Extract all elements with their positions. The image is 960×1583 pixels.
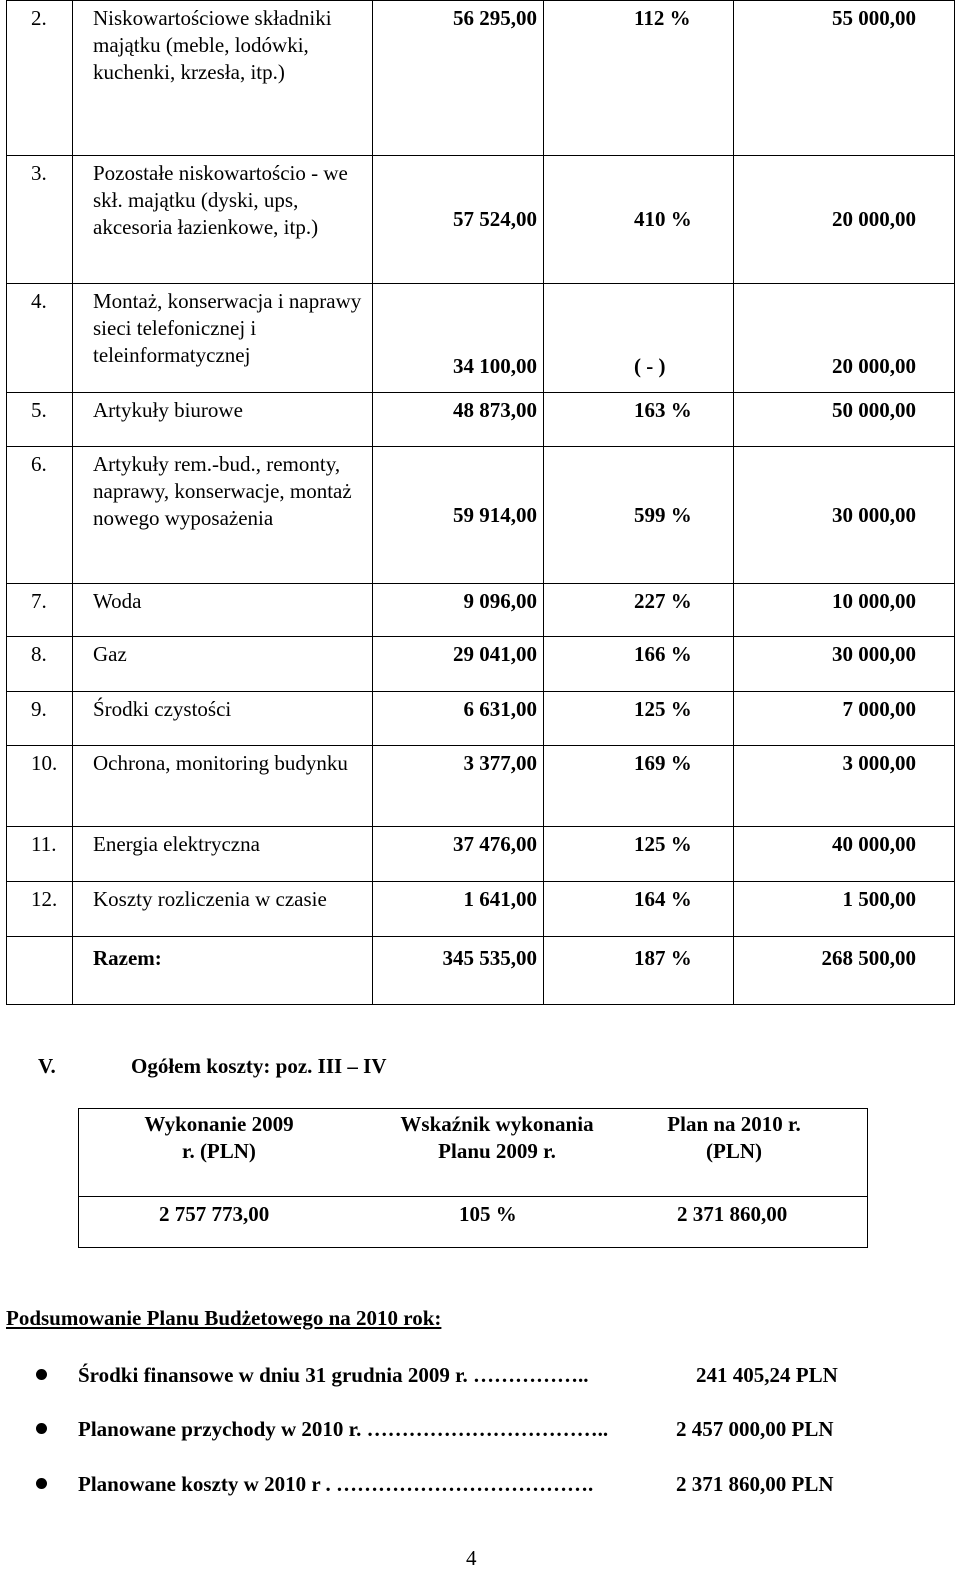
table-row bbox=[7, 447, 955, 584]
plan-2010: 55 000,00 bbox=[734, 1, 955, 156]
execution-index: 166 % bbox=[544, 637, 734, 692]
summary-item-amount: 241 405,24 PLN bbox=[696, 1363, 838, 1387]
plan-2010: 40 000,00 bbox=[734, 827, 955, 882]
header-execution-index: Wskaźnik wykonania Planu 2009 r. bbox=[400, 1112, 594, 1163]
table-row bbox=[7, 156, 955, 284]
total-row bbox=[7, 937, 955, 1005]
summary-heading: Podsumowanie Planu Budżetowego na 2010 rok: bbox=[6, 1306, 442, 1330]
summary-item-amount: 2 457 000,00 PLN bbox=[676, 1417, 834, 1441]
execution-index: 125 % bbox=[544, 827, 734, 882]
page-number: 4 bbox=[466, 1546, 477, 1570]
plan-2010: 10 000,00 bbox=[734, 584, 955, 637]
plan-2010: 1 500,00 bbox=[734, 882, 955, 937]
execution-2009: 37 476,00 bbox=[373, 827, 544, 882]
row-number: 4. bbox=[7, 284, 73, 393]
row-divider bbox=[79, 1196, 867, 1197]
execution-2009: 57 524,00 bbox=[373, 156, 544, 284]
total-execution-index: 187 % bbox=[544, 937, 734, 1005]
table-row bbox=[7, 692, 955, 746]
table-row bbox=[7, 584, 955, 637]
summary-item-label: Środki finansowe w dniu 31 grudnia 2009 r. …………….. bbox=[78, 1363, 589, 1387]
plan-2010: 20 000,00 bbox=[734, 284, 955, 393]
row-description: Pozostałe niskowartościo - we skł. majątku (dyski, ups, akcesoria łazienkowe, itp.) bbox=[73, 156, 373, 284]
execution-2009: 34 100,00 bbox=[373, 284, 544, 393]
execution-2009: 59 914,00 bbox=[373, 447, 544, 584]
total-label: Razem: bbox=[73, 937, 373, 1005]
plan-2010: 30 000,00 bbox=[734, 447, 955, 584]
row-description: Artykuły biurowe bbox=[73, 393, 373, 447]
table-row bbox=[7, 746, 955, 827]
table-row bbox=[7, 882, 955, 937]
row-description: Niskowartościowe składniki majątku (meble, lodówki, kuchenki, krzesła, itp.) bbox=[73, 1, 373, 156]
row-number: 11. bbox=[7, 827, 73, 882]
total-execution-2009: 345 535,00 bbox=[373, 937, 544, 1005]
execution-2009: 3 377,00 bbox=[373, 746, 544, 827]
execution-index: 599 % bbox=[544, 447, 734, 584]
table-row bbox=[7, 637, 955, 692]
execution-2009: 6 631,00 bbox=[373, 692, 544, 746]
execution-index: 112 % bbox=[544, 1, 734, 156]
execution-index: 410 % bbox=[544, 156, 734, 284]
row-description: Woda bbox=[73, 584, 373, 637]
execution-index: ( - ) bbox=[544, 284, 734, 393]
row-description: Artykuły rem.-bud., remonty, naprawy, konserwacje, montaż nowego wyposażenia bbox=[73, 447, 373, 584]
table-row bbox=[7, 393, 955, 447]
execution-2009: 9 096,00 bbox=[373, 584, 544, 637]
row-number: 10. bbox=[7, 746, 73, 827]
bullet-icon bbox=[36, 1369, 47, 1380]
row-number: 9. bbox=[7, 692, 73, 746]
execution-index: 163 % bbox=[544, 393, 734, 447]
summary-item-amount: 2 371 860,00 PLN bbox=[676, 1472, 834, 1496]
table-row bbox=[7, 1, 955, 156]
plan-2010: 30 000,00 bbox=[734, 637, 955, 692]
row-description: Montaż, konserwacja i naprawy sieci telefonicznej i teleinformatycznej bbox=[73, 284, 373, 393]
plan-2010: 20 000,00 bbox=[734, 156, 955, 284]
plan-2010: 3 000,00 bbox=[734, 746, 955, 827]
row-description: Ochrona, monitoring budynku bbox=[73, 746, 373, 827]
row-description: Gaz bbox=[73, 637, 373, 692]
bullet-icon bbox=[36, 1478, 47, 1489]
plan-2010: 50 000,00 bbox=[734, 393, 955, 447]
row-description: Energia elektryczna bbox=[73, 827, 373, 882]
execution-index: 169 % bbox=[544, 746, 734, 827]
section-number: V. bbox=[38, 1054, 56, 1078]
bullet-icon bbox=[36, 1423, 47, 1434]
header-plan-2010: Plan na 2010 r. (PLN) bbox=[667, 1112, 801, 1163]
row-number: 2. bbox=[7, 1, 73, 156]
value-execution-index: 105 % bbox=[459, 1202, 517, 1226]
execution-2009: 56 295,00 bbox=[373, 1, 544, 156]
row-description: Koszty rozliczenia w czasie bbox=[73, 882, 373, 937]
row-number: 6. bbox=[7, 447, 73, 584]
total-number-cell bbox=[7, 937, 73, 1005]
row-number: 5. bbox=[7, 393, 73, 447]
execution-2009: 48 873,00 bbox=[373, 393, 544, 447]
total-costs-table bbox=[78, 1108, 868, 1248]
total-plan-2010: 268 500,00 bbox=[734, 937, 955, 1005]
row-description: Środki czystości bbox=[73, 692, 373, 746]
table-row bbox=[7, 827, 955, 882]
summary-item-label: Planowane przychody w 2010 r. …………………………….. bbox=[78, 1417, 609, 1441]
execution-index: 227 % bbox=[544, 584, 734, 637]
execution-index: 164 % bbox=[544, 882, 734, 937]
row-number: 3. bbox=[7, 156, 73, 284]
value-plan-2010: 2 371 860,00 bbox=[677, 1202, 788, 1226]
summary-item-label: Planowane koszty w 2010 r . ………………………………. bbox=[78, 1472, 594, 1496]
table-row bbox=[7, 284, 955, 393]
row-number: 7. bbox=[7, 584, 73, 637]
row-number: 12. bbox=[7, 882, 73, 937]
execution-2009: 1 641,00 bbox=[373, 882, 544, 937]
cost-table bbox=[6, 0, 955, 1005]
plan-2010: 7 000,00 bbox=[734, 692, 955, 746]
header-execution-2009: Wykonanie 2009 r. (PLN) bbox=[144, 1112, 294, 1163]
row-number: 8. bbox=[7, 637, 73, 692]
value-execution-2009: 2 757 773,00 bbox=[159, 1202, 270, 1226]
section-title: Ogółem koszty: poz. III – IV bbox=[131, 1054, 387, 1078]
execution-2009: 29 041,00 bbox=[373, 637, 544, 692]
execution-index: 125 % bbox=[544, 692, 734, 746]
